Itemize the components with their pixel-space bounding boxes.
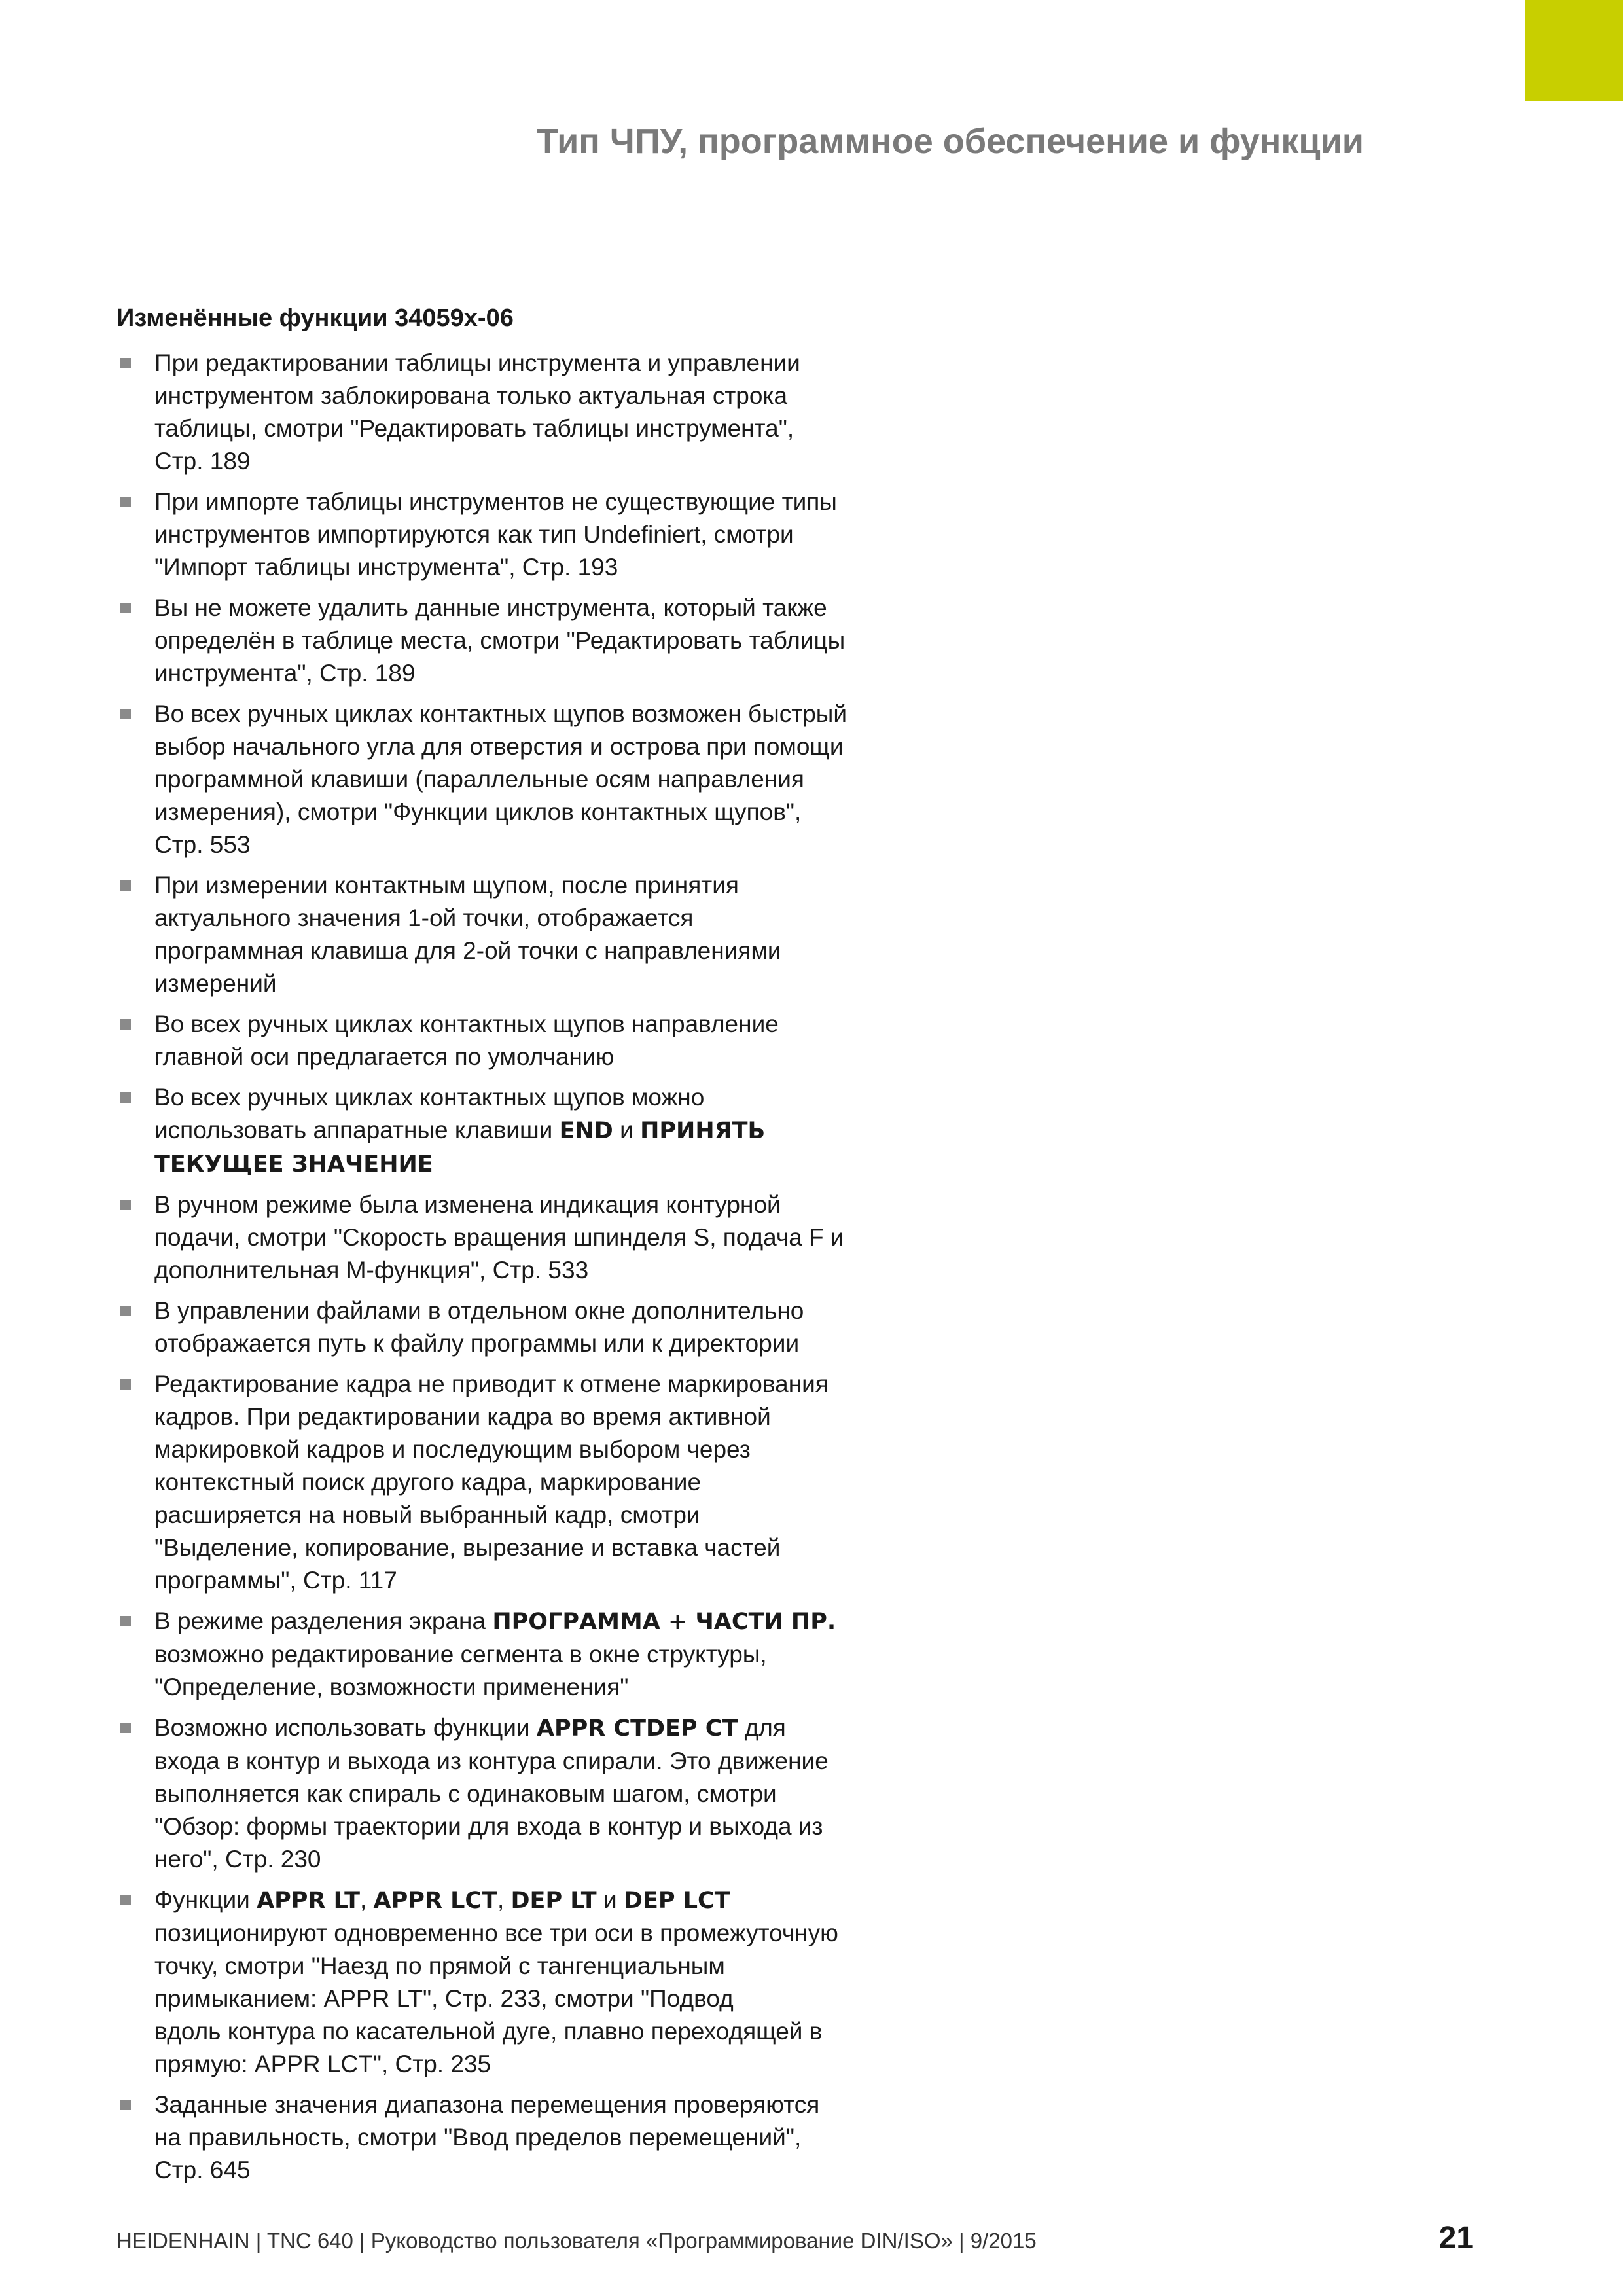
bullet-square-icon: [120, 1723, 131, 1733]
list-item-text: [154, 594, 845, 687]
list-item: [119, 592, 947, 690]
list-item: [119, 1008, 947, 1073]
text-segment: для входа в контур и выхода из контура спирали. Это движение выполняется как спираль с одинаковым шагом, смотри "Обзор: формы траектории для входа в контур и выхода из него", Стр. 230: [154, 1714, 829, 1873]
key-name: END: [559, 1118, 613, 1144]
section-heading: Изменённые функции 34059x-06: [116, 304, 514, 332]
text-segment: Вы не можете удалить данные инструмента, который также определён в таблице места, смотри "Редактировать таблицы инструмента", Стр. 189: [154, 594, 846, 687]
text-segment: Функции: [154, 1886, 257, 1913]
text-segment: и: [596, 1886, 624, 1913]
text-segment: В режиме разделения экрана: [154, 1607, 493, 1634]
chapter-color-tab: [1525, 0, 1623, 101]
list-item: [119, 486, 947, 584]
list-item: [119, 869, 947, 1000]
list-item-text: [154, 1886, 838, 2077]
list-item: [119, 1884, 947, 2081]
text-segment: Во всех ручных циклах контактных щупов возможен быстрый выбор начального угла для отверстия и острова при помощи программной клавиши (параллельные осям направления измерения), смотри "Функции циклов контактных щупов", Стр. 553: [154, 700, 847, 858]
list-item: [119, 2089, 947, 2187]
chapter-title: Тип ЧПУ, программное обеспечение и функции: [537, 122, 1364, 161]
list-item: [119, 1189, 947, 1287]
text-segment: и: [613, 1117, 641, 1143]
text-segment: Возможно использовать функции: [154, 1714, 537, 1741]
bullet-square-icon: [120, 1092, 131, 1103]
list-item: [119, 1368, 947, 1597]
list-item-text: [154, 1371, 829, 1594]
list-item-text: [154, 700, 847, 858]
list-item: [119, 1081, 947, 1181]
text-segment: Заданные значения диапазона перемещения проверяются на правильность, смотри "Ввод пределов перемещений", Стр. 645: [154, 2091, 820, 2183]
bullet-square-icon: [120, 709, 131, 719]
key-name: APPR LT: [257, 1888, 360, 1914]
text-segment: Редактирование кадра не приводит к отмене маркирования кадров. При редактировании кадра во время активной маркировкой кадров и последующим выбором через контекстный поиск другого кадра, маркирование расширяется на новый выбранный кадр, смотри "Выделение, копирование, вырезание и вставка частей программы", Стр. 117: [154, 1371, 829, 1594]
bullet-square-icon: [120, 603, 131, 613]
list-item-text: [154, 2091, 819, 2183]
text-segment: Во всех ручных циклах контактных щупов можно использовать аппаратные клавиши: [154, 1084, 705, 1143]
list-item-text: [154, 350, 800, 475]
key-name: APPR LCT: [373, 1888, 497, 1914]
list-item-text: [154, 1011, 779, 1070]
bullet-square-icon: [120, 358, 131, 368]
list-item-text: [154, 1714, 829, 1873]
text-segment: возможно редактирование сегмента в окне структуры, "Определение, возможности применения": [154, 1641, 767, 1700]
bullet-square-icon: [120, 1895, 131, 1905]
bullet-square-icon: [120, 1200, 131, 1210]
list-item: [119, 698, 947, 861]
list-item: [119, 1605, 947, 1704]
list-item-text: [154, 1191, 844, 1283]
bullet-square-icon: [120, 1379, 131, 1390]
bullet-square-icon: [120, 880, 131, 891]
key-name: APPR CTDEP CT: [536, 1715, 738, 1742]
text-segment: позиционируют одновременно все три оси в промежуточную точку, смотри "Наезд по прямой с тангенциальным примыканием: APPR LT", Стр. 233, смотри "Подвод вдоль контура по касательной дуге, плавно переходящей в прямую: APPR LCT", Стр. 235: [154, 1920, 838, 2077]
list-item-text: [154, 1084, 765, 1177]
list-item: [119, 1295, 947, 1360]
text-segment: При измерении контактным щупом, после принятия актуального значения 1-ой точки, отображается программная клавиша для 2-ой точки с направлениями измерений: [154, 872, 781, 997]
list-item-text: [154, 1297, 804, 1357]
text-segment: Во всех ручных циклах контактных щупов направление главной оси предлагается по умолчанию: [154, 1011, 779, 1070]
text-segment: В управлении файлами в отдельном окне дополнительно отображается путь к файлу программы или к директории: [154, 1297, 804, 1357]
changed-functions-list: [119, 347, 947, 2195]
text-segment: ,: [497, 1886, 511, 1913]
text-segment: При редактировании таблицы инструмента и управлении инструментом заблокирована только актуальная строка таблицы, смотри "Редактировать таблицы инструмента", Стр. 189: [154, 350, 800, 475]
bullet-square-icon: [120, 1306, 131, 1316]
bullet-square-icon: [120, 1616, 131, 1626]
list-item-text: [154, 488, 837, 581]
list-item: [119, 1712, 947, 1876]
key-name: ПРОГРАММА + ЧАСТИ ПР.: [492, 1609, 836, 1635]
footer-text: HEIDENHAIN | TNC 640 | Руководство пользователя «Программирование DIN/ISO» | 9/2015: [116, 2229, 1037, 2253]
text-segment: ,: [359, 1886, 374, 1913]
bullet-square-icon: [120, 2100, 131, 2110]
key-name: DEP LCT: [623, 1888, 730, 1914]
key-name: DEP LT: [510, 1888, 597, 1914]
bullet-square-icon: [120, 497, 131, 507]
list-item: [119, 347, 947, 478]
text-segment: В ручном режиме была изменена индикация контурной подачи, смотри "Скорость вращения шпинделя S, подача F и дополнительная М-функция", Стр. 533: [154, 1191, 844, 1283]
list-item-text: [154, 1607, 836, 1700]
text-segment: При импорте таблицы инструментов не существующие типы инструментов импортируются как тип Undefiniert, смотри "Импорт таблицы инструмента", Стр. 193: [154, 488, 837, 581]
page-number: 21: [1438, 2221, 1474, 2255]
list-item-text: [154, 872, 781, 997]
key-name: ПРИНЯТЬ ТЕКУЩЕЕ ЗНАЧЕНИЕ: [154, 1118, 766, 1177]
bullet-square-icon: [120, 1019, 131, 1030]
